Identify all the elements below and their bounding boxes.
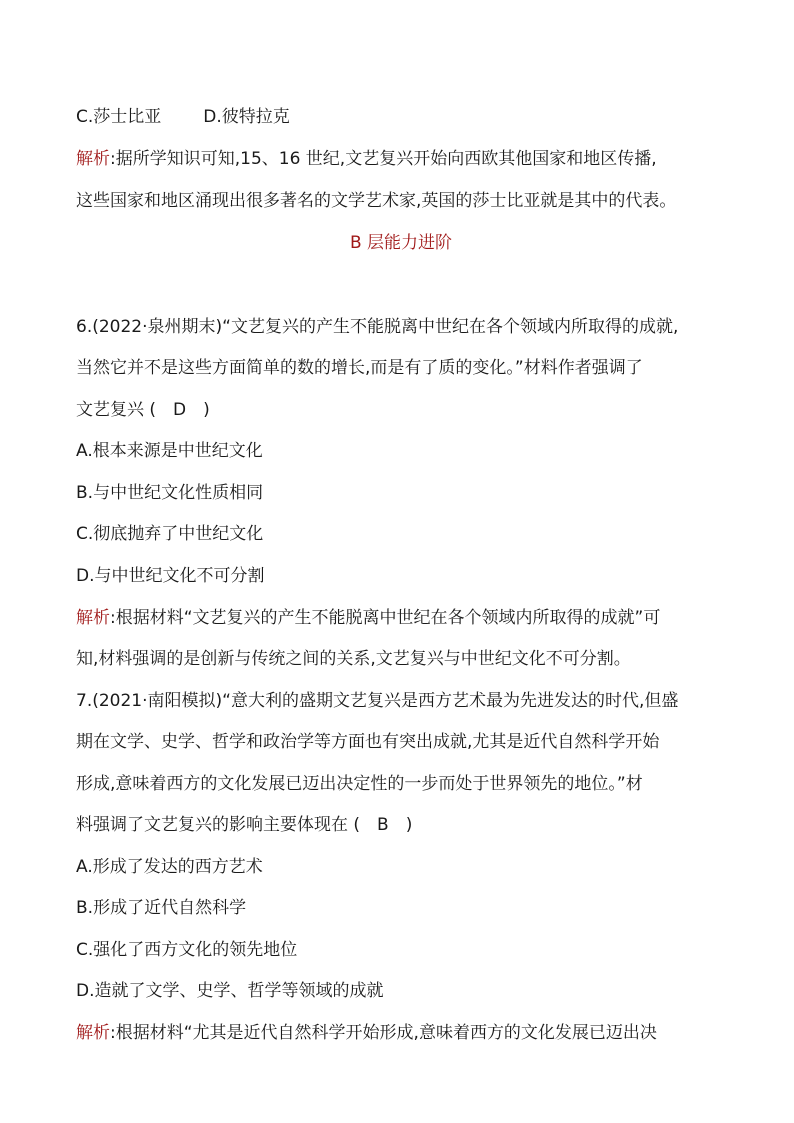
q6-stem-line-1: 6.(2022·泉州期末)“文艺复兴的产生不能脱离中世纪在各个领域内所取得的成就,: [76, 317, 679, 337]
q6-option-c: C.彻底抛弃了中世纪文化: [76, 524, 264, 544]
analysis-text: :根据材料“尤其是近代自然科学开始形成,意味着西方的文化发展已迈出决: [110, 1023, 657, 1043]
q7-option-a: A.形成了发达的西方艺术: [76, 857, 263, 877]
analysis-label: 解析: [76, 149, 110, 169]
q7-option-d: D.造就了文学、史学、哲学等领域的成就: [76, 981, 384, 1001]
q6-option-a: A.根本来源是中世纪文化: [76, 441, 263, 461]
q7-option-c: C.强化了西方文化的领先地位: [76, 940, 298, 960]
option-d: D.彼特拉克: [203, 107, 290, 127]
section-heading: B 层能力进阶: [349, 233, 453, 253]
q7-stem-line-4: 料强调了文艺复兴的影响主要体现在 ( B ): [76, 815, 413, 835]
q5-analysis-line-2: 这些国家和地区涌现出很多著名的文学艺术家,英国的莎士比亚就是其中的代表。: [76, 191, 677, 211]
q7-stem-line-3: 形成,意味着西方的文化发展已迈出决定性的一步而处于世界领先的地位。”材: [76, 774, 643, 794]
analysis-text: :据所学知识可知,15、16 世纪,文艺复兴开始向西欧其他国家和地区传播,: [110, 149, 657, 169]
analysis-text: :根据材料“文艺复兴的产生不能脱离中世纪在各个领域内所取得的成就”可: [110, 608, 661, 628]
q5-analysis-line-1: [76, 148, 726, 170]
q6-analysis-line-2: 知,材料强调的是创新与传统之间的关系,文艺复兴与中世纪文化不可分割。: [76, 649, 631, 669]
q7-stem-line-1: 7.(2021·南阳模拟)“意大利的盛期文艺复兴是西方艺术最为先进发达的时代,但盛: [76, 691, 679, 711]
analysis-label: 解析: [76, 1023, 110, 1043]
option-c: C.莎士比亚: [76, 107, 162, 127]
analysis-label: 解析: [76, 608, 110, 628]
q6-stem-line-3: 文艺复兴 ( D ): [76, 400, 210, 420]
q7-stem-line-2: 期在文学、史学、哲学和政治学等方面也有突出成就,尤其是近代自然科学开始: [76, 732, 660, 752]
q6-option-b: B.与中世纪文化性质相同: [76, 483, 264, 503]
q7-analysis-line-1: [76, 1022, 726, 1044]
q6-option-d: D.与中世纪文化不可分割: [76, 566, 265, 586]
q7-option-b: B.形成了近代自然科学: [76, 898, 247, 918]
q6-analysis-line-1: [76, 607, 726, 629]
q5-options-line: [76, 106, 726, 128]
q6-stem-line-2: 当然它并不是这些方面简单的数的增长,而是有了质的变化。”材料作者强调了: [76, 358, 643, 378]
